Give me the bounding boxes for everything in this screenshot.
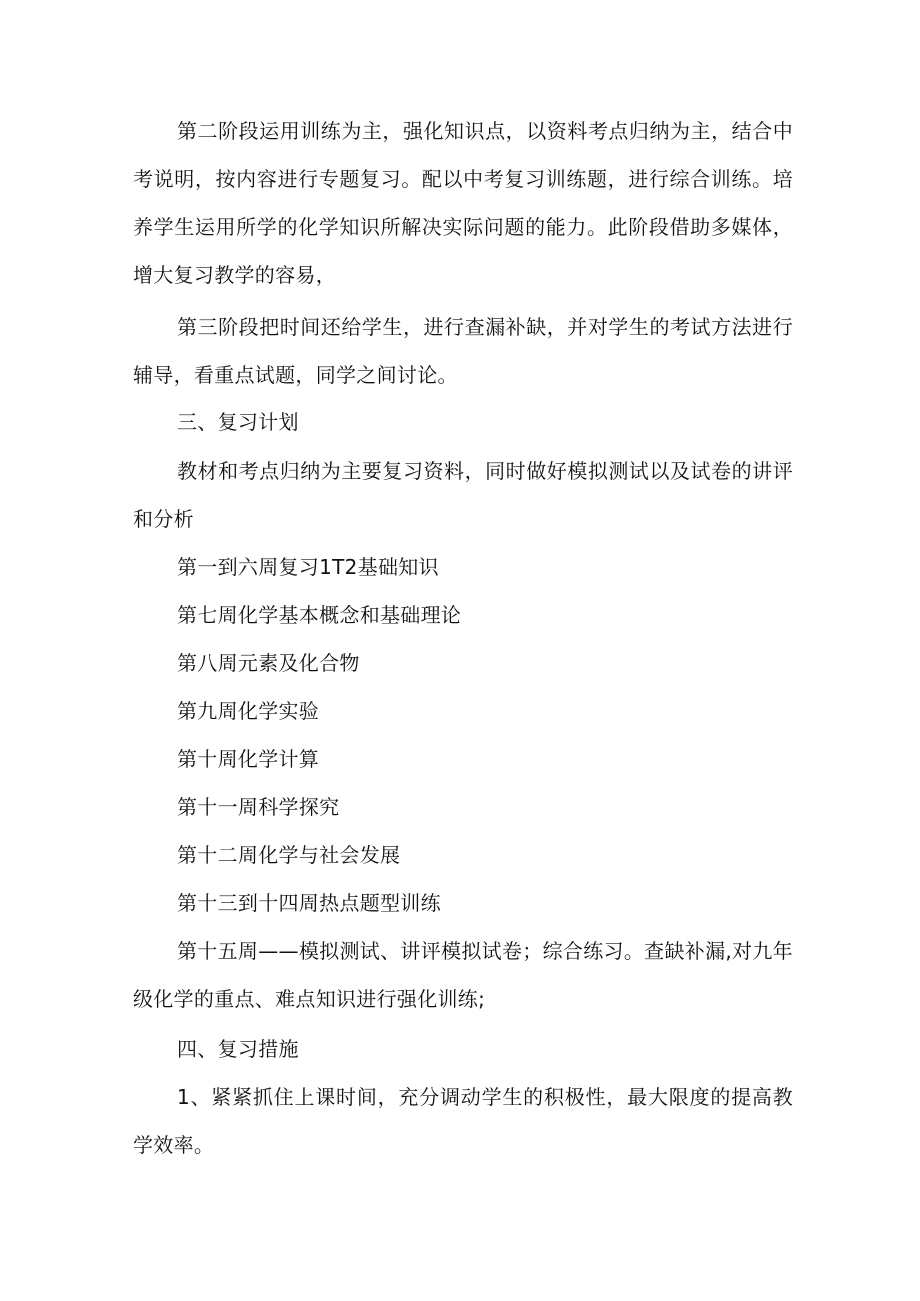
heading-review-plan: 三、复习计划 <box>177 410 299 434</box>
schedule-week-9: 第九周化学实验 <box>177 699 320 723</box>
paragraph-stage-two: 第二阶段运用训练为主，强化知识点，以资料考点归纳为主，结合中考说明，按内容进行专题复习。配以中考复习训练题，进行综合训练。培养学生运用所学的化学知识所解决实际问题的能力。此阶段借助多媒体，增大复习教学的容易， <box>133 119 793 287</box>
measure-item-1: 1、紧紧抓住上课时间，充分调动学生的积极性，最大限度的提高教学效率。 <box>133 1085 793 1157</box>
schedule-week-15: 第十五周——模拟测试、讲评模拟试卷；综合练习。查缺补漏,对九年级化学的重点、难点知识进行强化训练; <box>133 939 793 1011</box>
schedule-week-1-6: 第一到六周复习1T2基础知识 <box>177 555 439 579</box>
schedule-week-10: 第十周化学计算 <box>177 747 320 771</box>
schedule-week-8: 第八周元素及化合物 <box>177 651 360 675</box>
paragraph-stage-three: 第三阶段把时间还给学生，进行查漏补缺，并对学生的考试方法进行辅导，看重点试题，同学之间讨论。 <box>133 315 793 387</box>
heading-review-measures: 四、复习措施 <box>177 1037 299 1061</box>
schedule-week-7: 第七周化学基本概念和基础理论 <box>177 603 462 627</box>
paragraph-materials: 教材和考点归纳为主要复习资料，同时做好模拟测试以及试卷的讲评和分析 <box>133 459 793 531</box>
schedule-week-11: 第十一周科学探究 <box>177 795 340 819</box>
schedule-week-12: 第十二周化学与社会发展 <box>177 843 401 867</box>
schedule-week-13-14: 第十三到十四周热点题型训练 <box>177 891 441 915</box>
